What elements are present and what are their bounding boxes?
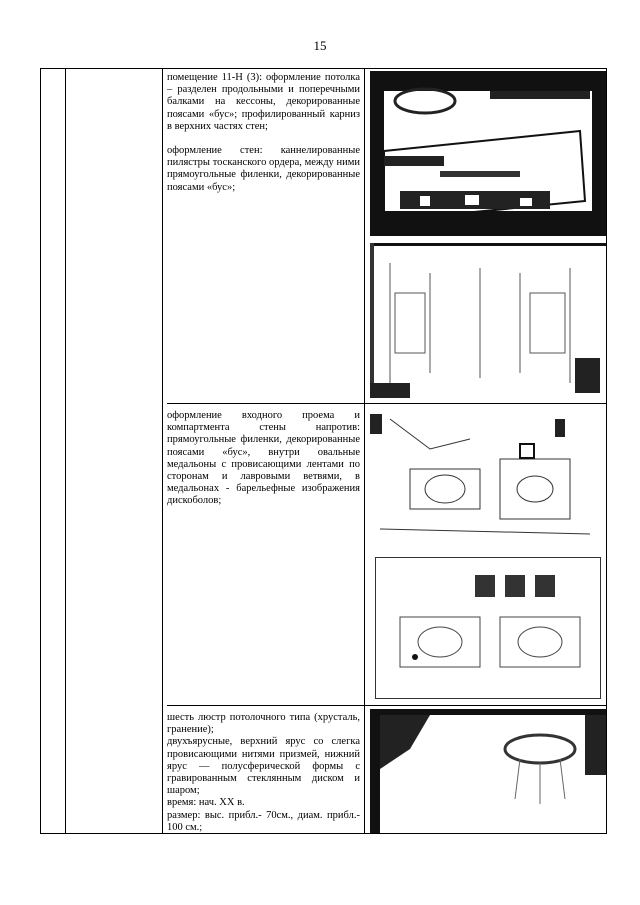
page-number: 15 <box>313 38 327 53</box>
description-line: время: нач. XX в. <box>167 797 245 809</box>
entrance-photo <box>370 409 606 549</box>
row-1-description <box>167 72 360 206</box>
description-paragraph: оформление стен: каннелированные пилястры тосканского ордера, между ними прямоугольные филенки, декорированные поясами «бус»; <box>167 145 360 193</box>
row-divider <box>167 403 606 404</box>
compartment-photo <box>375 557 601 699</box>
description-paragraph: оформление входного проема и компартмента стены напротив: прямоугольные филенки, декорированные поясами «бус», внутри овальные медальоны с провисающими лентами по сторонам и лавровыми ветвями, в медальонах - барельефные изображения дискоболов; <box>167 410 360 507</box>
column-divider <box>364 68 365 834</box>
ceiling-photo <box>370 71 606 236</box>
column-divider <box>65 68 66 834</box>
description-line: шесть люстр потолочного типа (хрусталь, гранение); <box>167 712 360 736</box>
row-3-description <box>167 712 360 834</box>
description-paragraph: помещение 11-Н (3): оформление потолка – разделен продольными и поперечными балками на кессоны, декорированные поясами «бус»; профилированный карниз в верхних частях стен; <box>167 72 360 132</box>
wall-photo <box>370 243 606 398</box>
column-divider <box>162 68 163 834</box>
description-line: размер: выс. прибл.- 70см., диам. прибл.- 100 см.; <box>167 809 360 833</box>
row-2-description <box>167 410 360 520</box>
description-line: двухъярусные, верхний ярус со слегка провисающими нитями призмей, нижний ярус — полусферической формы с гравированным стеклянным диском и шаром; <box>167 736 360 797</box>
chandelier-photo <box>370 709 606 833</box>
row-divider <box>167 705 606 706</box>
